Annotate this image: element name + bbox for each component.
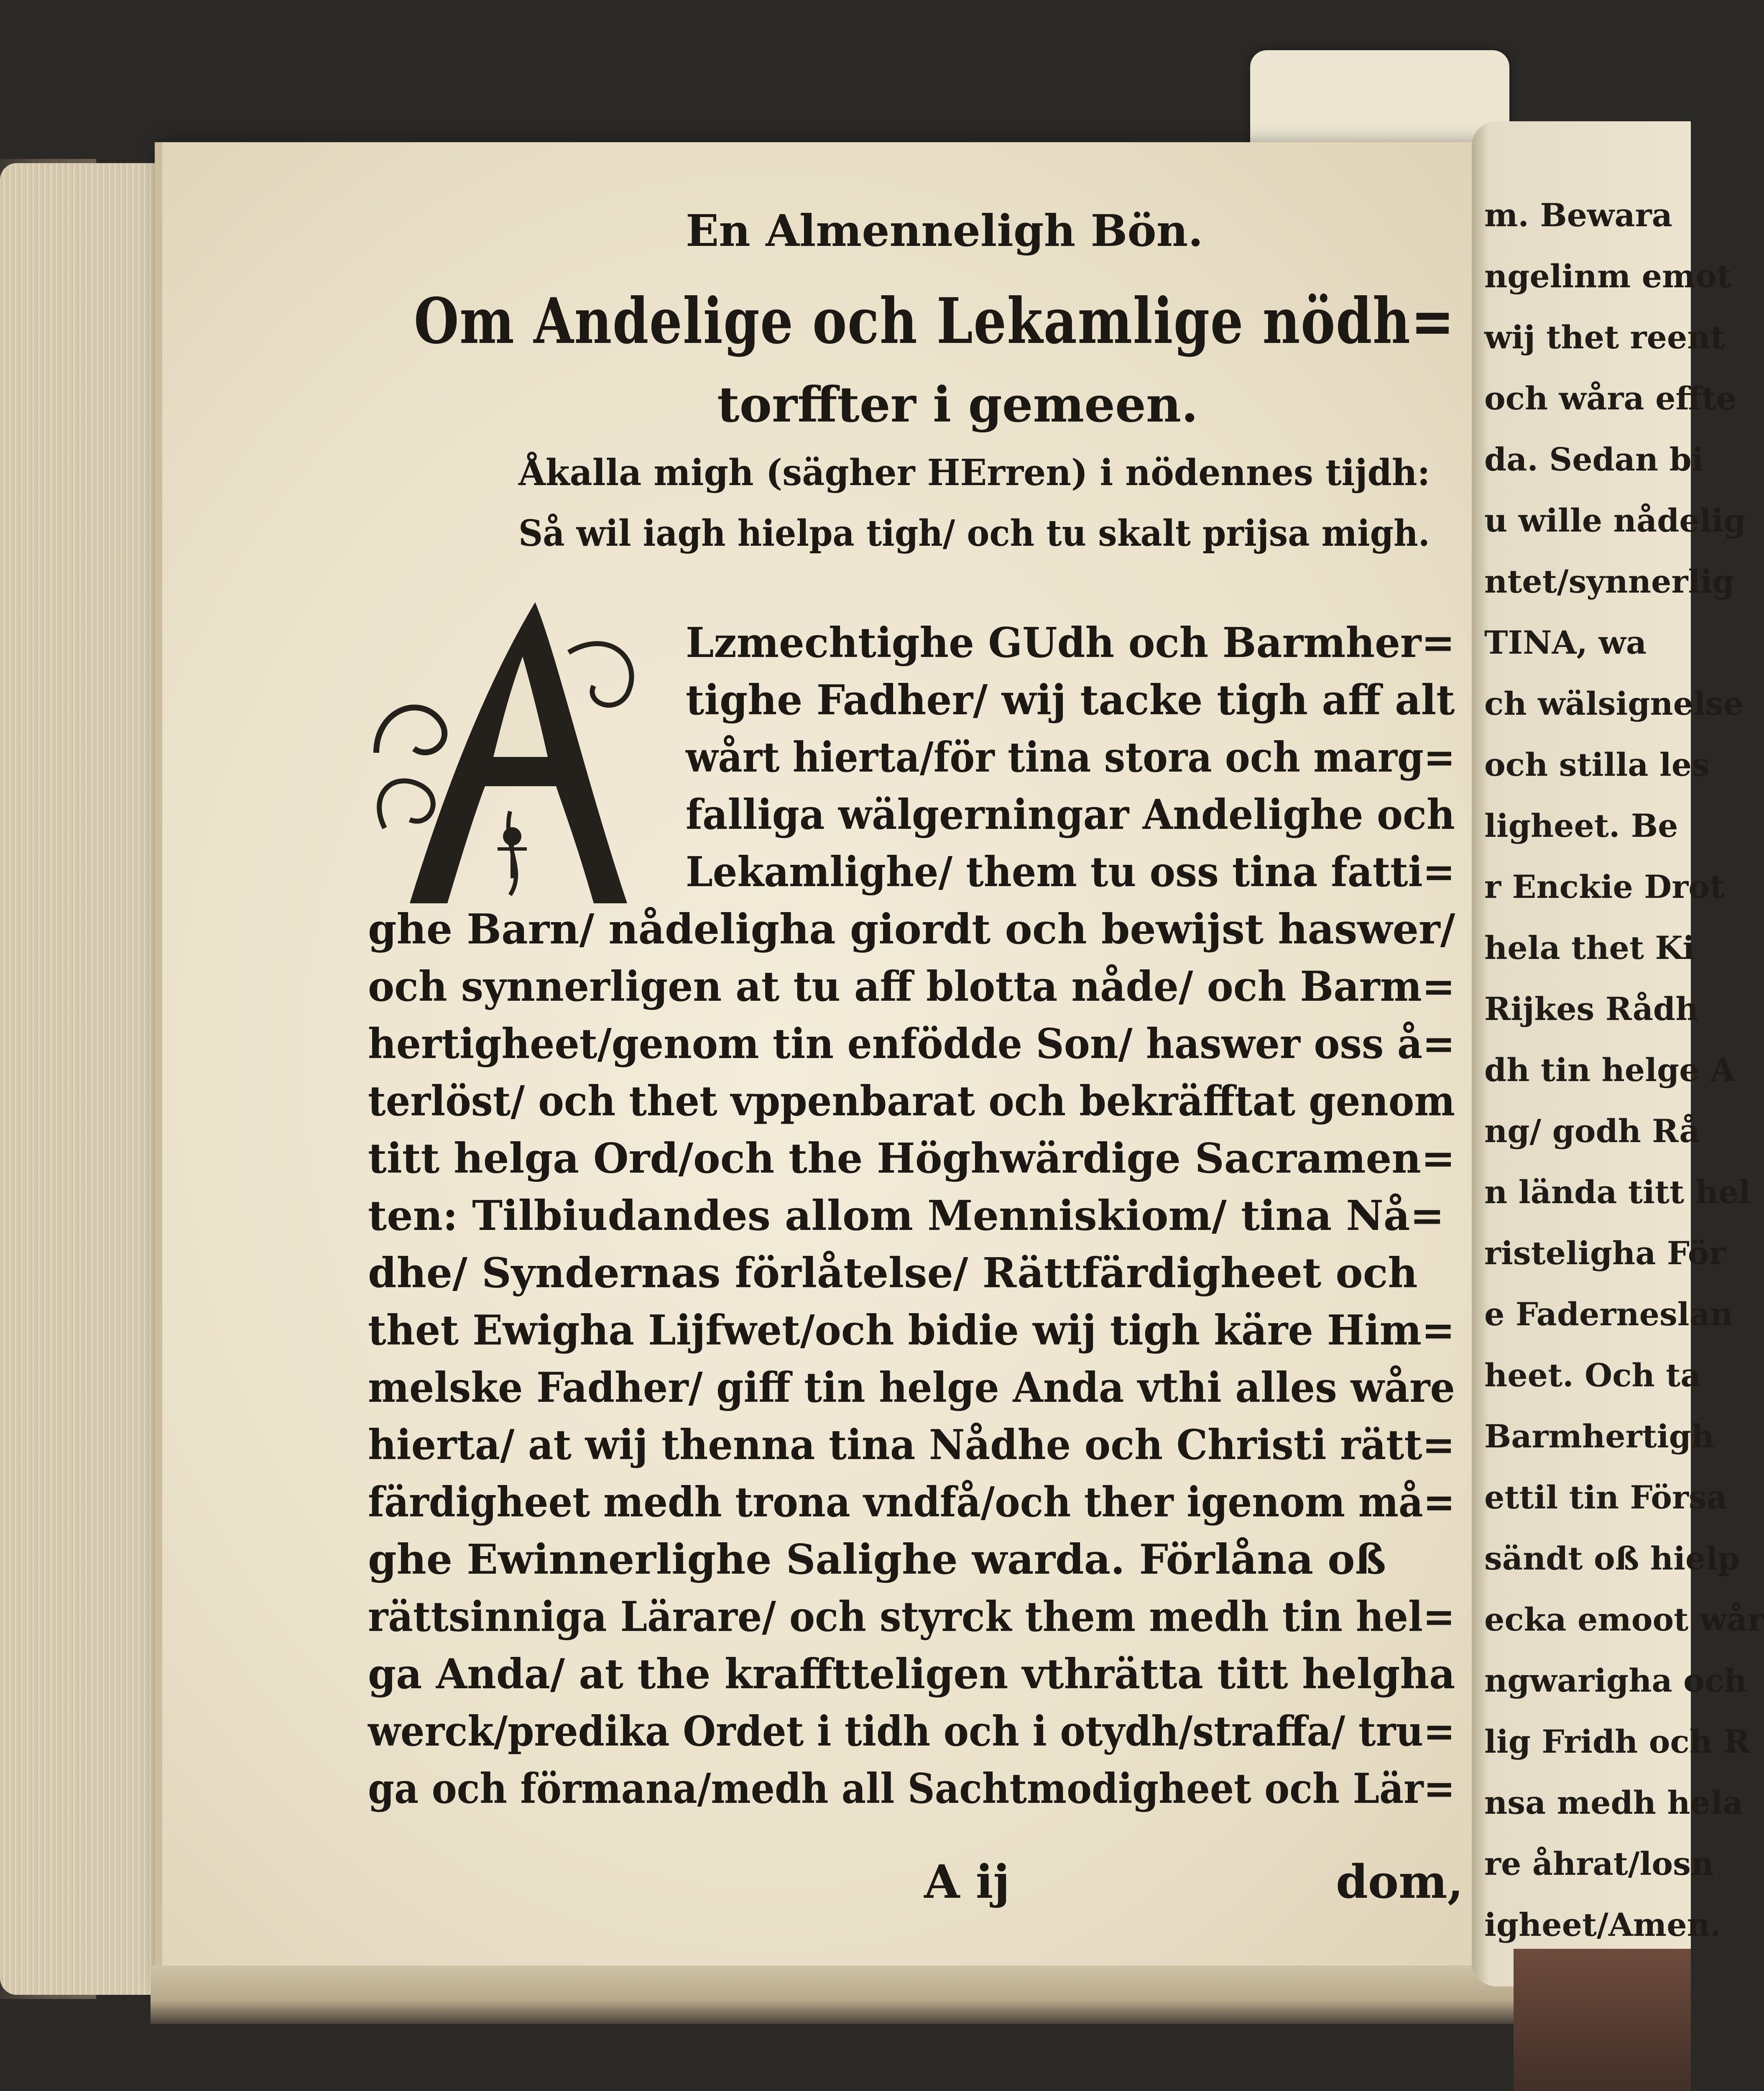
facing-line: r Enckie Drot: [1484, 868, 1725, 905]
body-line: Lzmechtighe GUdh och Barmher=: [686, 619, 1455, 667]
body-line: werck/predika Ordet i tidh och i otydh/straffa/ tru=: [368, 1708, 1455, 1756]
title-line-1: Om Andelige och Lekamlige nödh=: [414, 284, 1455, 358]
body-line: wårt hierta/för tina stora och marg=: [686, 734, 1455, 782]
facing-line: ntet/synnerlig: [1484, 563, 1735, 600]
body-line: färdigheet medh trona vndfå/och ther igenom må=: [368, 1478, 1455, 1526]
verse-line-2: Så wil iagh hielpa tigh/ och tu skalt prijsa migh.: [518, 512, 1430, 555]
decorated-initial: [360, 577, 661, 920]
facing-line: dh tin helge A: [1484, 1051, 1735, 1089]
body-line: tighe Fadher/ wij tacke tigh aff alt: [686, 676, 1455, 724]
body-line: och synnerligen at tu aff blotta nåde/ och Barm=: [368, 963, 1455, 1011]
body-line: thet Ewigha Lijfwet/och bidie wij tigh käre Him=: [368, 1306, 1455, 1355]
facing-line: hela thet Ki: [1484, 929, 1695, 966]
facing-line: ch wälsignelse: [1484, 685, 1744, 722]
verse-line-1: Åkalla migh (sägher HErren) i nödennes tijdh:: [518, 452, 1430, 494]
body-line: titt helga Ord/och the Höghwärdige Sacramen=: [368, 1135, 1455, 1183]
facing-line: e Faderneslan: [1484, 1296, 1733, 1333]
page-bottom-edge: [151, 1966, 1514, 2024]
title-line-2: torffter i gemeen.: [717, 376, 1198, 433]
body-line: melske Fadher/ giff tin helge Anda vthi alles wåre: [368, 1364, 1455, 1412]
facing-line: risteligha För: [1484, 1235, 1726, 1272]
facing-line: wij thet reent: [1484, 319, 1725, 356]
facing-line: heet. Och ta: [1484, 1357, 1701, 1394]
facing-line: u wille nådelig: [1484, 502, 1746, 539]
body-line: falliga wälgerningar Andelighe och: [686, 791, 1455, 839]
body-line: ghe Ewinnerlighe Salighe warda. Förlåna oß: [368, 1536, 1386, 1584]
body-line: hierta/ at wij thenna tina Nådhe och Christi rätt=: [368, 1421, 1455, 1469]
facing-line: ng/ godh Rå: [1484, 1112, 1700, 1150]
paper-tab: [1250, 50, 1509, 146]
facing-line: ligheet. Be: [1484, 807, 1678, 844]
facing-line: ngelinm emot: [1484, 258, 1732, 295]
facing-line: och stilla les: [1484, 746, 1710, 783]
facing-line: lig Fridh och R: [1484, 1723, 1750, 1760]
binding-bottom: [1514, 1949, 1691, 2091]
running-header: En Almenneligh Bön.: [686, 205, 1203, 256]
facing-line: Rijkes Rådh: [1484, 990, 1699, 1028]
facing-page: [1472, 121, 1764, 1986]
facing-line: TINA, wa: [1484, 624, 1647, 661]
facing-line: m. Bewara: [1484, 197, 1672, 234]
body-line: ten: Tilbiudandes allom Menniskiom/ tina Nå=: [368, 1192, 1445, 1240]
body-line: terlöst/ och thet vppenbarat och bekräfftat genom: [368, 1077, 1455, 1125]
facing-line: ettil tin Försa: [1484, 1479, 1728, 1516]
initial-ornament-icon: [360, 577, 661, 920]
facing-line: da. Sedan bi: [1484, 441, 1704, 478]
facing-line: igheet/Amen.: [1484, 1906, 1721, 1943]
facing-line: n lända titt hel: [1484, 1173, 1751, 1211]
facing-line: ngwarigha och: [1484, 1662, 1747, 1699]
catchword: dom,: [1336, 1855, 1463, 1909]
facing-line: re åhrat/losn: [1484, 1845, 1714, 1882]
signature-mark: A ij: [924, 1855, 1010, 1909]
body-line: ga Anda/ at the krafftteligen vthrätta titt helgha: [368, 1650, 1455, 1698]
facing-line: sändt oß hielp: [1484, 1540, 1740, 1577]
body-line: dhe/ Syndernas förlåtelse/ Rättfärdigheet och: [368, 1249, 1418, 1297]
facing-line: nsa medh hela: [1484, 1784, 1744, 1821]
left-page-stack: [0, 163, 167, 1995]
body-line: ga och förmana/medh all Sachtmodigheet och Lär=: [368, 1765, 1455, 1813]
body-line: ghe Barn/ nådeligha giordt och bewijst haswer/: [368, 905, 1455, 953]
body-line: Lekamlighe/ them tu oss tina fatti=: [686, 848, 1455, 896]
facing-line: Barmhertigh: [1484, 1418, 1714, 1455]
facing-line: ecka emoot wår: [1484, 1601, 1764, 1638]
facing-line: och wåra effte: [1484, 380, 1737, 417]
body-line: rättsinniga Lärare/ och styrck them medh tin hel=: [368, 1593, 1455, 1641]
body-line: hertigheet/genom tin enfödde Son/ haswer oss å=: [368, 1020, 1455, 1068]
